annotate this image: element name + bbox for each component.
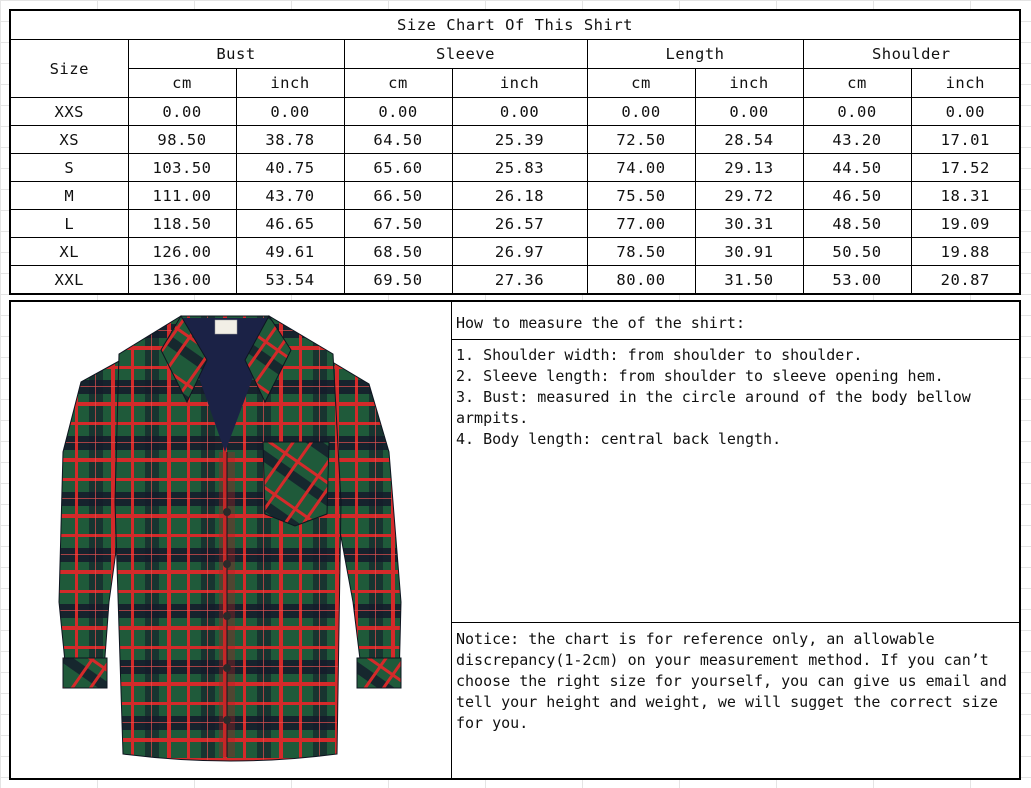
measurement-cell: 29.13 (695, 154, 803, 182)
left-cuff (63, 658, 107, 688)
measure-header: How to measure the of the shirt: (452, 302, 1019, 340)
measurement-cell: 26.18 (452, 182, 587, 210)
measurement-cell: 67.50 (344, 210, 452, 238)
size-cell: M (10, 182, 128, 210)
measurement-cell: 0.00 (128, 98, 236, 126)
unit-header: cm (344, 69, 452, 98)
table-row (10, 182, 1020, 210)
measurement-cell: 29.72 (695, 182, 803, 210)
table-row (10, 126, 1020, 154)
measurement-cell: 30.31 (695, 210, 803, 238)
measurement-cell: 136.00 (128, 266, 236, 295)
step-shoulder: 1. Shoulder width: from shoulder to shoulder. (456, 346, 863, 364)
step-sleeve: 2. Sleeve length: from shoulder to sleeve opening hem. (456, 367, 944, 385)
unit-header: cm (587, 69, 695, 98)
size-cell: XS (10, 126, 128, 154)
measurement-cell: 0.00 (695, 98, 803, 126)
measurement-cell: 17.52 (911, 154, 1020, 182)
measurement-cell: 20.87 (911, 266, 1020, 295)
unit-header: cm (803, 69, 911, 98)
measurement-cell: 38.78 (236, 126, 344, 154)
chest-pocket (263, 442, 329, 526)
measurement-cell: 27.36 (452, 266, 587, 295)
measurement-cell: 26.97 (452, 238, 587, 266)
measurement-cell: 40.75 (236, 154, 344, 182)
unit-header: inch (236, 69, 344, 98)
measurement-cell: 19.09 (911, 210, 1020, 238)
measurement-cell: 72.50 (587, 126, 695, 154)
table-row (10, 238, 1020, 266)
chart-title: Size Chart Of This Shirt (10, 10, 1020, 40)
size-cell: XXS (10, 98, 128, 126)
unit-header: inch (695, 69, 803, 98)
measurement-cell: 49.61 (236, 238, 344, 266)
step-length: 4. Body length: central back length. (456, 430, 782, 448)
measurement-cell: 69.50 (344, 266, 452, 295)
right-cuff (357, 658, 401, 688)
size-cell: L (10, 210, 128, 238)
group-header-length: Length (587, 40, 803, 69)
measurement-cell: 98.50 (128, 126, 236, 154)
measurement-cell: 78.50 (587, 238, 695, 266)
measurement-cell: 31.50 (695, 266, 803, 295)
measurement-cell: 26.57 (452, 210, 587, 238)
measurement-cell: 30.91 (695, 238, 803, 266)
group-header-shoulder: Shoulder (803, 40, 1020, 69)
measurement-cell: 0.00 (587, 98, 695, 126)
unit-header: cm (128, 69, 236, 98)
table-row (10, 210, 1020, 238)
step-bust: 3. Bust: measured in the circle around of the body bellow armpits. (456, 388, 971, 427)
size-cell: S (10, 154, 128, 182)
size-cell: XXL (10, 266, 128, 295)
measurement-cell: 0.00 (236, 98, 344, 126)
measurement-cell: 66.50 (344, 182, 452, 210)
size-chart-table (9, 9, 1021, 295)
group-header-bust: Bust (128, 40, 344, 69)
measure-panel (9, 300, 1021, 780)
measurement-cell: 0.00 (452, 98, 587, 126)
measurement-cell: 77.00 (587, 210, 695, 238)
measurement-cell: 118.50 (128, 210, 236, 238)
measurement-cell: 53.00 (803, 266, 911, 295)
measurement-cell: 25.83 (452, 154, 587, 182)
notice-text: Notice: the chart is for reference only, an allowable discrepancy(1-2cm) on your measurement method. If you can’t choose the right size for yourself, you can give us email and tell your height and weight, we will sugget the correct size for you. (456, 630, 1007, 732)
unit-header: inch (911, 69, 1020, 98)
measurement-cell: 75.50 (587, 182, 695, 210)
measurement-cell: 65.60 (344, 154, 452, 182)
measurement-cell: 50.50 (803, 238, 911, 266)
measurement-cell: 53.54 (236, 266, 344, 295)
measurement-cell: 74.00 (587, 154, 695, 182)
measurement-cell: 44.50 (803, 154, 911, 182)
neck-label (215, 320, 237, 334)
size-rows (10, 98, 1020, 295)
measurement-cell: 17.01 (911, 126, 1020, 154)
measurement-cell: 111.00 (128, 182, 236, 210)
measurement-cell: 25.39 (452, 126, 587, 154)
plaid-shirt-image (11, 302, 451, 778)
unit-header: inch (452, 69, 587, 98)
table-row (10, 98, 1020, 126)
table-row (10, 266, 1020, 295)
measurement-cell: 126.00 (128, 238, 236, 266)
table-row (10, 154, 1020, 182)
measurement-cell: 18.31 (911, 182, 1020, 210)
measurement-cell: 28.54 (695, 126, 803, 154)
size-header: Size (10, 40, 128, 98)
product-image (11, 302, 452, 778)
measurement-cell: 0.00 (344, 98, 452, 126)
group-header-sleeve: Sleeve (344, 40, 587, 69)
measure-text (452, 302, 1019, 778)
measurement-cell: 0.00 (803, 98, 911, 126)
size-cell: XL (10, 238, 128, 266)
measurement-cell: 80.00 (587, 266, 695, 295)
measurement-cell: 68.50 (344, 238, 452, 266)
measurement-cell: 103.50 (128, 154, 236, 182)
measurement-cell: 46.50 (803, 182, 911, 210)
measurement-cell: 0.00 (911, 98, 1020, 126)
measurement-cell: 64.50 (344, 126, 452, 154)
measurement-cell: 48.50 (803, 210, 911, 238)
measurement-cell: 19.88 (911, 238, 1020, 266)
measurement-cell: 43.20 (803, 126, 911, 154)
measure-steps (452, 341, 1019, 623)
measurement-cell: 43.70 (236, 182, 344, 210)
measurement-cell: 46.65 (236, 210, 344, 238)
